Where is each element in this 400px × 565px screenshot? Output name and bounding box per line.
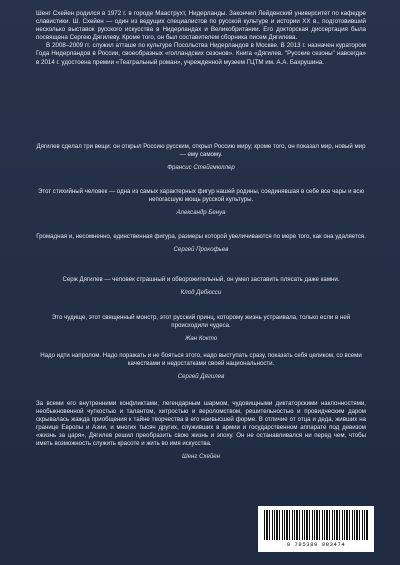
quote-cocteau — [36, 314, 366, 343]
quote-text: Громадная и, несомненно, единственная фигура, размеры которой увеличиваются по мере того, как она удаляется. — [36, 233, 366, 240]
quote-text: Надо идти напролом. Надо поражать и не бояться этого, надо выступать сразу, показать себя целиком, со всеми качествами и недостатками своей национальности. — [40, 352, 362, 367]
barcode-number: 9 785389 083474 — [286, 541, 346, 548]
quote-text: Этот стихийный человек — одна из самых характерных фигур нашей родины, соединявшая в себе все чары и всю непогасшую мощь русской культуры. — [37, 188, 365, 203]
quote-author: Жан Кокто — [184, 335, 218, 342]
quote-scheijen — [36, 400, 366, 461]
quote-text: Это чудище, этот священный монстр, этот русский принц, которому жизнь устраивала, только если в ней происходили чудеса. — [51, 314, 351, 329]
barcode-bars — [264, 510, 368, 540]
quote-text: Серж Дягилев — человек страшный и обворожительный, он умел заставить плясать даже камни. — [62, 276, 340, 283]
quote-author: Клод Дебюсси — [180, 289, 222, 296]
isbn-barcode — [258, 506, 374, 552]
quote-steegmuller — [36, 143, 366, 172]
quote-text: За всеми его внутренними конфликтами, легендарным шармом, чудовищными диктаторскими наклонностями, необыкновенной чуткостью и талантом, хитростью и вероломством, решительностью и провидческим даром скрывалась жажда приобщения к тайне творчества в его наивысшей форме. В отличие от отца и деда, живших на границе Европы и Азии, и многих тысяч других, служивших в армии и государственном аппарате под девизом «жизнь за царя», Дягилев решил преобразить свою жизнь и эпоху. Он не останавливался ни перед чем, чтобы иметь возможность служить красоте и жить во имя искусства. — [36, 400, 366, 447]
quote-author: Шенг Схейен — [182, 453, 220, 460]
quote-text: Дягилев сделал три вещи: он открыл Россию русским, открыл Россию миру; кроме того, он показал мир, новый мир — ему самому. — [36, 143, 366, 158]
quote-author: Александр Бенуа — [176, 209, 226, 216]
bio-paragraph-1: Шенг Схейен родился в 1972 г. в городе Мааструхт, Нидерланды. Закончил Лейденский университет по кафедре славистики. Ш. Схейен — один из ведущих специалистов по русской культуре и истории XX в., подготовивший несколько выставок русского искусства в Нидерландах и Великобритании. Его докторская диссертация была посвящена Сергею Дягилеву. Кроме того, он был составителем сборника писем Дягилева. — [36, 10, 366, 42]
quote-author: Франсис Стейгмюллер — [167, 164, 235, 171]
quote-benois — [36, 188, 366, 217]
quote-author: Сергей Дягилев — [177, 373, 225, 380]
quote-debussy — [36, 276, 366, 297]
quote-diaghilev — [36, 352, 366, 381]
quote-prokofiev — [36, 233, 366, 254]
bio-paragraph-2: В 2008–2009 гг. служил атташе по культуре Посольства Нидерландов в Москве. В 2013 г. назначен куратором Года Нидерландов в России, своеобразных «голландских сезонов». Книга «Дягилев. "Русские сезоны" навсегда» в 2014 г. удостоена премии «Театральный роман», учрежденной музеем ГЦТМ им. А.А. Бахрушина. — [36, 42, 366, 66]
quote-author: Сергей Прокофьев — [173, 246, 229, 253]
author-bio — [36, 10, 366, 67]
